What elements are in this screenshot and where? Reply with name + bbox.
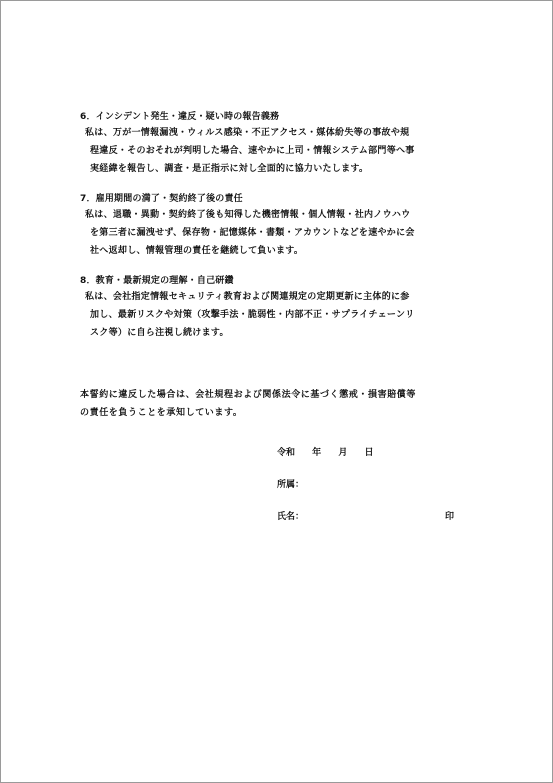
section-text-line: 実経緯を報告し、調査・是正指示に対し全面的に協力いたします。	[90, 164, 369, 174]
affiliation-label: 所属：	[277, 480, 305, 490]
date-year-unit: 年	[312, 448, 322, 458]
section-education	[80, 274, 500, 342]
closing-text-line: の責任を負うことを承知しています。	[80, 408, 243, 418]
date-row	[277, 446, 497, 478]
signature-block	[277, 446, 497, 542]
seal-mark: 印	[445, 512, 455, 522]
section-text-line: スク等）に自ら注視し続けます。	[90, 328, 229, 338]
section-text-line: を第三者に漏洩せず、保存物・記憶媒体・書類・アカウントなどを速やかに会	[90, 228, 415, 238]
section-text-line: 加し、最新リスクや対策（攻撃手法・脆弱性・内部不正・サプライチェーンリ	[90, 310, 415, 320]
affiliation-row	[277, 478, 497, 510]
section-incident-reporting	[80, 110, 500, 178]
document-content	[80, 110, 500, 422]
name-label: 氏名：	[277, 512, 305, 522]
date-era: 令和	[277, 448, 296, 458]
section-text-line: 私は、万が一情報漏洩・ウィルス感染・不正アクセス・媒体紛失等の事故や規	[85, 128, 410, 138]
section-heading: 7．雇用期間の満了・契約終了後の責任	[80, 194, 243, 204]
section-text-line: 程違反・そのおそれが判明した場合、速やかに上司・情報システム部門等へ事	[90, 146, 415, 156]
section-post-employment	[80, 192, 500, 260]
section-text-line: 社へ返却し、情報管理の責任を継続して負います。	[90, 246, 304, 256]
section-text-line: 私は、退職・異動・契約終了後も知得した機密情報・個人情報・社内ノウハウ	[85, 210, 411, 220]
date-month-unit: 月	[338, 448, 348, 458]
date-day-unit: 日	[364, 448, 374, 458]
section-heading: 6．インシデント発生・違反・疑い時の報告義務	[80, 112, 280, 122]
section-text-line: 私は、会社指定情報セキュリティ教育および関連規定の定期更新に主体的に参	[85, 292, 410, 302]
section-heading: 8．教育・最新規定の理解・自己研鑽	[80, 276, 234, 286]
name-row	[277, 510, 497, 542]
closing-statement	[80, 386, 500, 422]
closing-text-line: 本誓約に違反した場合は、会社規程および関係法令に基づく懲戒・損害賠償等	[80, 390, 417, 400]
